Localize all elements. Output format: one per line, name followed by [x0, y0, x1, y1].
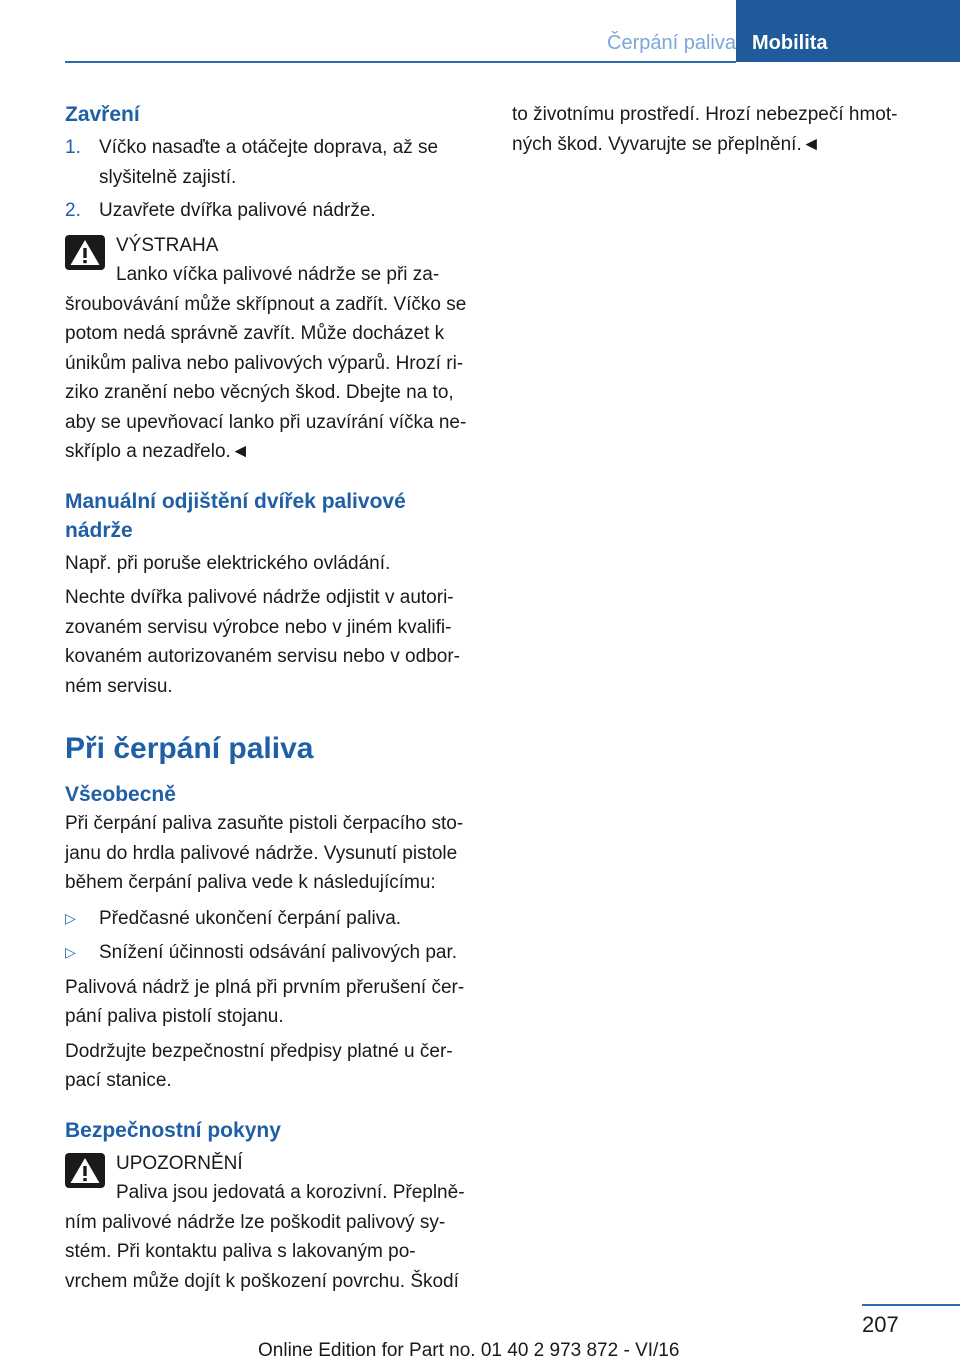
safety-rules-paragraph: Dodržujte bezpečnostní předpisy platné u čer‐ pací stanice.	[65, 1040, 453, 1091]
warning-first-line: Lanko víčka palivové nádrže se při za‐	[116, 264, 440, 285]
bullet-text: Předčasné ukončení čerpání paliva.	[99, 907, 402, 929]
closing-heading: Zavření	[65, 103, 140, 126]
warning-box	[65, 231, 477, 467]
triangle-bullet-icon: ▷	[65, 909, 76, 926]
warning-header	[65, 231, 477, 290]
notice-body: ním palivové nádrže lze poškodit palivový sy‐ stém. Při kontaktu paliva s lakovaným po‐ vrchem může dojít k poškození povrchu. Škodí	[65, 1211, 459, 1292]
bullet-item	[65, 904, 477, 934]
right-column	[512, 100, 924, 159]
step-number: 1.	[65, 137, 81, 158]
step-item	[65, 196, 477, 226]
notice-box	[65, 1149, 477, 1297]
notice-title: UPOZORNĚNÍ	[116, 1152, 243, 1174]
triangle-bullet-icon: ▷	[65, 944, 76, 960]
manual-release-heading: Manuální odjištění dvířek palivové nádrže	[65, 489, 406, 542]
header-section-title: Čerpání paliva	[607, 32, 736, 54]
refuelling-intro: Při čerpání paliva zasuňte pistoli čerpacího sto‐ janu do hrdla palivové nádrže. Vysunutí pistole během čerpání paliva vede k následujícímu:	[65, 813, 464, 893]
warning-title: VÝSTRAHA	[116, 234, 219, 256]
edition-line: Online Edition for Part no. 01 40 2 973 872 - VI/16	[258, 1340, 680, 1361]
notice-first-line: Paliva jsou jedovatá a korozivní. Přeplně‐	[116, 1182, 465, 1203]
header-chapter-tab: Mobilita	[736, 0, 960, 62]
refuelling-bullets	[65, 904, 477, 968]
tank-full-paragraph: Palivová nádrž je plná při prvním přerušení čer‐ pání paliva pistolí stojanu.	[65, 976, 465, 1027]
safety-heading: Bezpečnostní pokyny	[65, 1118, 281, 1142]
header-rule	[65, 61, 736, 63]
step-item	[65, 133, 477, 192]
bullet-text: Snížení účinnosti odsávání palivových par.	[99, 942, 458, 963]
refuelling-heading: Při čerpání paliva	[65, 732, 314, 765]
page-number: 207	[862, 1312, 899, 1337]
left-column	[65, 100, 477, 1296]
warning-triangle-icon	[65, 1153, 105, 1188]
page-header	[0, 0, 960, 62]
bullet-item	[65, 938, 477, 968]
step-number: 2.	[65, 200, 81, 221]
closing-steps	[65, 133, 477, 226]
notice-continuation: to životnímu prostředí. Hrozí nebezpečí hmot‐ ných škod. Vyvarujte se přeplnění.◄	[512, 104, 898, 155]
general-subheading: Všeobecně	[65, 783, 176, 806]
notice-header	[65, 1149, 477, 1208]
warning-body: šroubovávání může skřípnout a zadřít. Víčko se potom nedá správně zavřít. Může docházet k únikům paliva nebo palivových výparů. Hrozí ri‐ ziko zranění nebo věcných škod. Dbejte na to, aby se upevňovací lanko při uzavírání víčka ne‐ skříplo a nezadřelo.◄	[65, 293, 467, 462]
warning-triangle-icon	[65, 235, 105, 270]
footer-rule	[862, 1304, 960, 1306]
manual-release-p1: Např. při poruše elektrického ovládání.	[65, 552, 391, 574]
step-text: Uzavřete dvířka palivové nádrže.	[99, 200, 376, 221]
manual-release-p2: Nechte dvířka palivové nádrže odjistit v autori‐ zovaném servisu výrobce nebo v jiném kvalifi‐ kovaném autorizovaném servisu nebo v odbor‐ ném servisu.	[65, 587, 460, 697]
step-text: Víčko nasaďte a otáčejte doprava, až se slyšitelně zajistí.	[99, 137, 439, 188]
